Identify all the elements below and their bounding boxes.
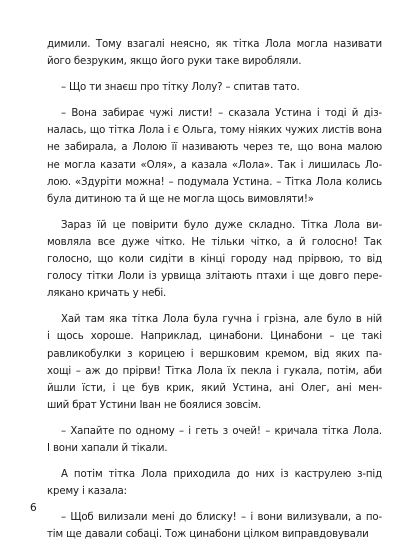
paragraph xyxy=(47,466,382,500)
text-line: голосу тітки Лоли із урвища злітають птахи і ще довго пере- xyxy=(47,271,382,283)
text-line: була дитиною та й ще не могла щось вимовляти!» xyxy=(47,193,314,205)
paragraph xyxy=(47,509,382,543)
text-line: крему і казала: xyxy=(47,486,127,498)
text-line: димили. Тому взагалі неясно, як тітка Лола могла називати xyxy=(47,39,382,50)
page-number: 6 xyxy=(30,502,37,514)
text-line: тім ще давали собаці. Тож цинабони цілком виправдовували xyxy=(47,529,369,541)
text-line: Зараз їй це повірити було дуже складно. Тітка Лола ви- xyxy=(61,219,382,231)
paragraph xyxy=(47,36,382,70)
text-line: – Хапайте по одному – і геть з очей! – кричала тітка Лола. xyxy=(61,425,382,437)
text-line: хощі – аж до прірви! Тітка Лола їх пекла і гукала, потім, аби xyxy=(47,365,382,377)
text-line: ший брат Устини Іван не боялися зовсім. xyxy=(47,399,262,411)
text-line: голосно, що коли сидіти в кінці городу над прірвою, то від xyxy=(47,254,382,266)
text-line: А потім тітка Лола приходила до них із каструлею з-під xyxy=(61,469,382,481)
text-line: не забирала, а Лолою її називають через те, що вона малою xyxy=(47,142,382,154)
text-line: – Щоб вилизали мені до блиску! – і вони вилизували, а по- xyxy=(61,512,382,524)
paragraph xyxy=(47,311,382,414)
text-line: його безруким, якщо його руки таке виробляли. xyxy=(47,56,302,68)
text-line: і щось хороше. Наприклад, цинабони. Цинабони – це такі xyxy=(47,331,382,343)
text-line: Хай там яка тітка Лола була гучна і грізна, але було в ній xyxy=(61,314,382,326)
text-line: не могла казати «Оля», а казала «Лола». Так і лишилась Ло- xyxy=(47,159,382,171)
text-line: мовляла все дуже чітко. Не тільки чітко, а й голосно! Так xyxy=(47,236,382,248)
text-line: лою. «Здуріти можна! – подумала Устина. – Тітка Лола колись xyxy=(47,176,382,188)
text-line: – Що ти знаєш про тітку Лолу? – спитав тато. xyxy=(61,82,300,94)
text-line: – Вона забирає чужі листи! – сказала Устина і тоді й діз- xyxy=(61,108,382,120)
text-line: равликобулки з корицею і вершковим кремом, від яких па- xyxy=(47,348,382,360)
page-body xyxy=(47,36,382,552)
paragraph xyxy=(47,105,382,208)
text-line: лякано кричать у небі. xyxy=(47,288,167,300)
paragraph xyxy=(47,423,382,457)
paragraph xyxy=(47,217,382,302)
text-line: І вони хапали й тікали. xyxy=(47,442,168,454)
text-line: налась, що тітка Лола і є Ольга, тому ніяких чужих листів вона xyxy=(47,125,382,137)
paragraph xyxy=(47,79,382,96)
text-line: йшли їсти, і це був крик, який Устина, ані Олег, ані мен- xyxy=(47,382,382,394)
